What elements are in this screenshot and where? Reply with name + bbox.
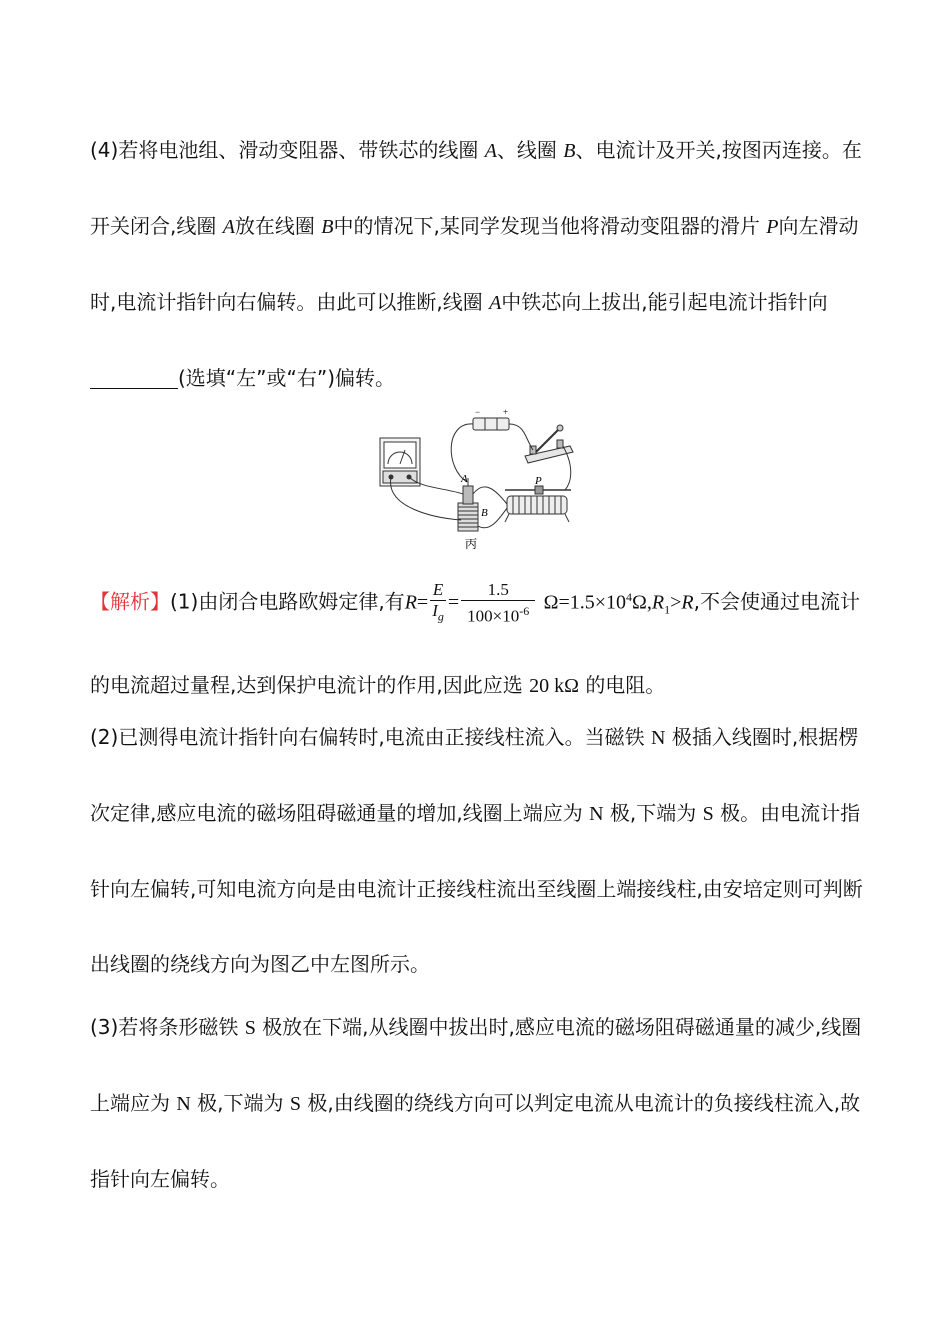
fraction-numeric: $\frac{1.5}{100\times 10^{-6}}$ xyxy=(461,580,535,627)
coil-b-icon xyxy=(458,503,478,531)
answer-blank xyxy=(90,368,178,389)
battery-plus-label: + xyxy=(503,408,509,417)
coil-a-label: A xyxy=(461,473,468,485)
slider-p-symbol: P xyxy=(766,216,779,238)
coil-b-label: B xyxy=(481,507,488,519)
question-part-4: (4)若将电池组、滑动变阻器、带铁芯的线圈 A、线圈 B、电流计及开关,按图丙连接。在开关闭合,线圈 A放在线圈 B中的情况下,某同学发现当他将滑动变阻器的滑片 P向左滑动时,电流计指针向右偏转。由此可以推断,线圈 A中铁芯向上拔出,能引起电流计指针向(选填“左”或“右”)偏转。 xyxy=(90,138,862,390)
battery-minus-label: − xyxy=(475,408,481,417)
analysis-part-3: (3)若将条形磁铁 S 极放在下端,从线圈中拔出时,感应电流的磁场阻碍磁通量的减少,线圈上端应为 N 极,下端为 S 极,由线圈的绕线方向可以判定电流从电流计的负接线柱流入,故指针向左偏转。 xyxy=(90,1015,862,1191)
slider-p-label: P xyxy=(535,475,542,487)
rheostat-icon xyxy=(505,486,571,522)
analysis-part-1: 【解析】(1)由闭合电路欧姆定律,有R= $\frac{E}{I_g}$ = $\frac{1.5}{100\times 10^{-6}}$ $\Omega=1.5\times 10^4\Omega,R_1>R$,不会使通过电流计的电流超过量程,达到保护电流计的作用,因此应选 20 kΩ 的电阻。 xyxy=(90,579,860,697)
coil-b-symbol: B xyxy=(563,140,576,162)
circuit-diagram-figure xyxy=(375,408,585,553)
switch-icon xyxy=(525,425,573,463)
analysis-tag: 【解析】 xyxy=(90,589,170,614)
coil-a-symbol: A xyxy=(484,140,497,162)
analysis-part-2: (2)已测得电流计指针向右偏转时,电流由正接线柱流入。当磁铁 N 极插入线圈时,根据楞次定律,感应电流的磁场阻碍磁通量的增加,线圈上端应为 N 极,下端为 S 极。由电流计指针向左偏转,可知电流方向是由电流计正接线柱流出至线圈上端接线柱,由安培定则可判断出线圈的绕线方向为图乙中左图所示。 xyxy=(90,725,863,976)
galvanometer-icon xyxy=(380,438,420,486)
fraction-e-over-ig: $\frac{E}{I_g}$ xyxy=(432,579,444,624)
figure-caption: 丙 xyxy=(465,537,478,551)
battery-icon xyxy=(473,418,509,430)
